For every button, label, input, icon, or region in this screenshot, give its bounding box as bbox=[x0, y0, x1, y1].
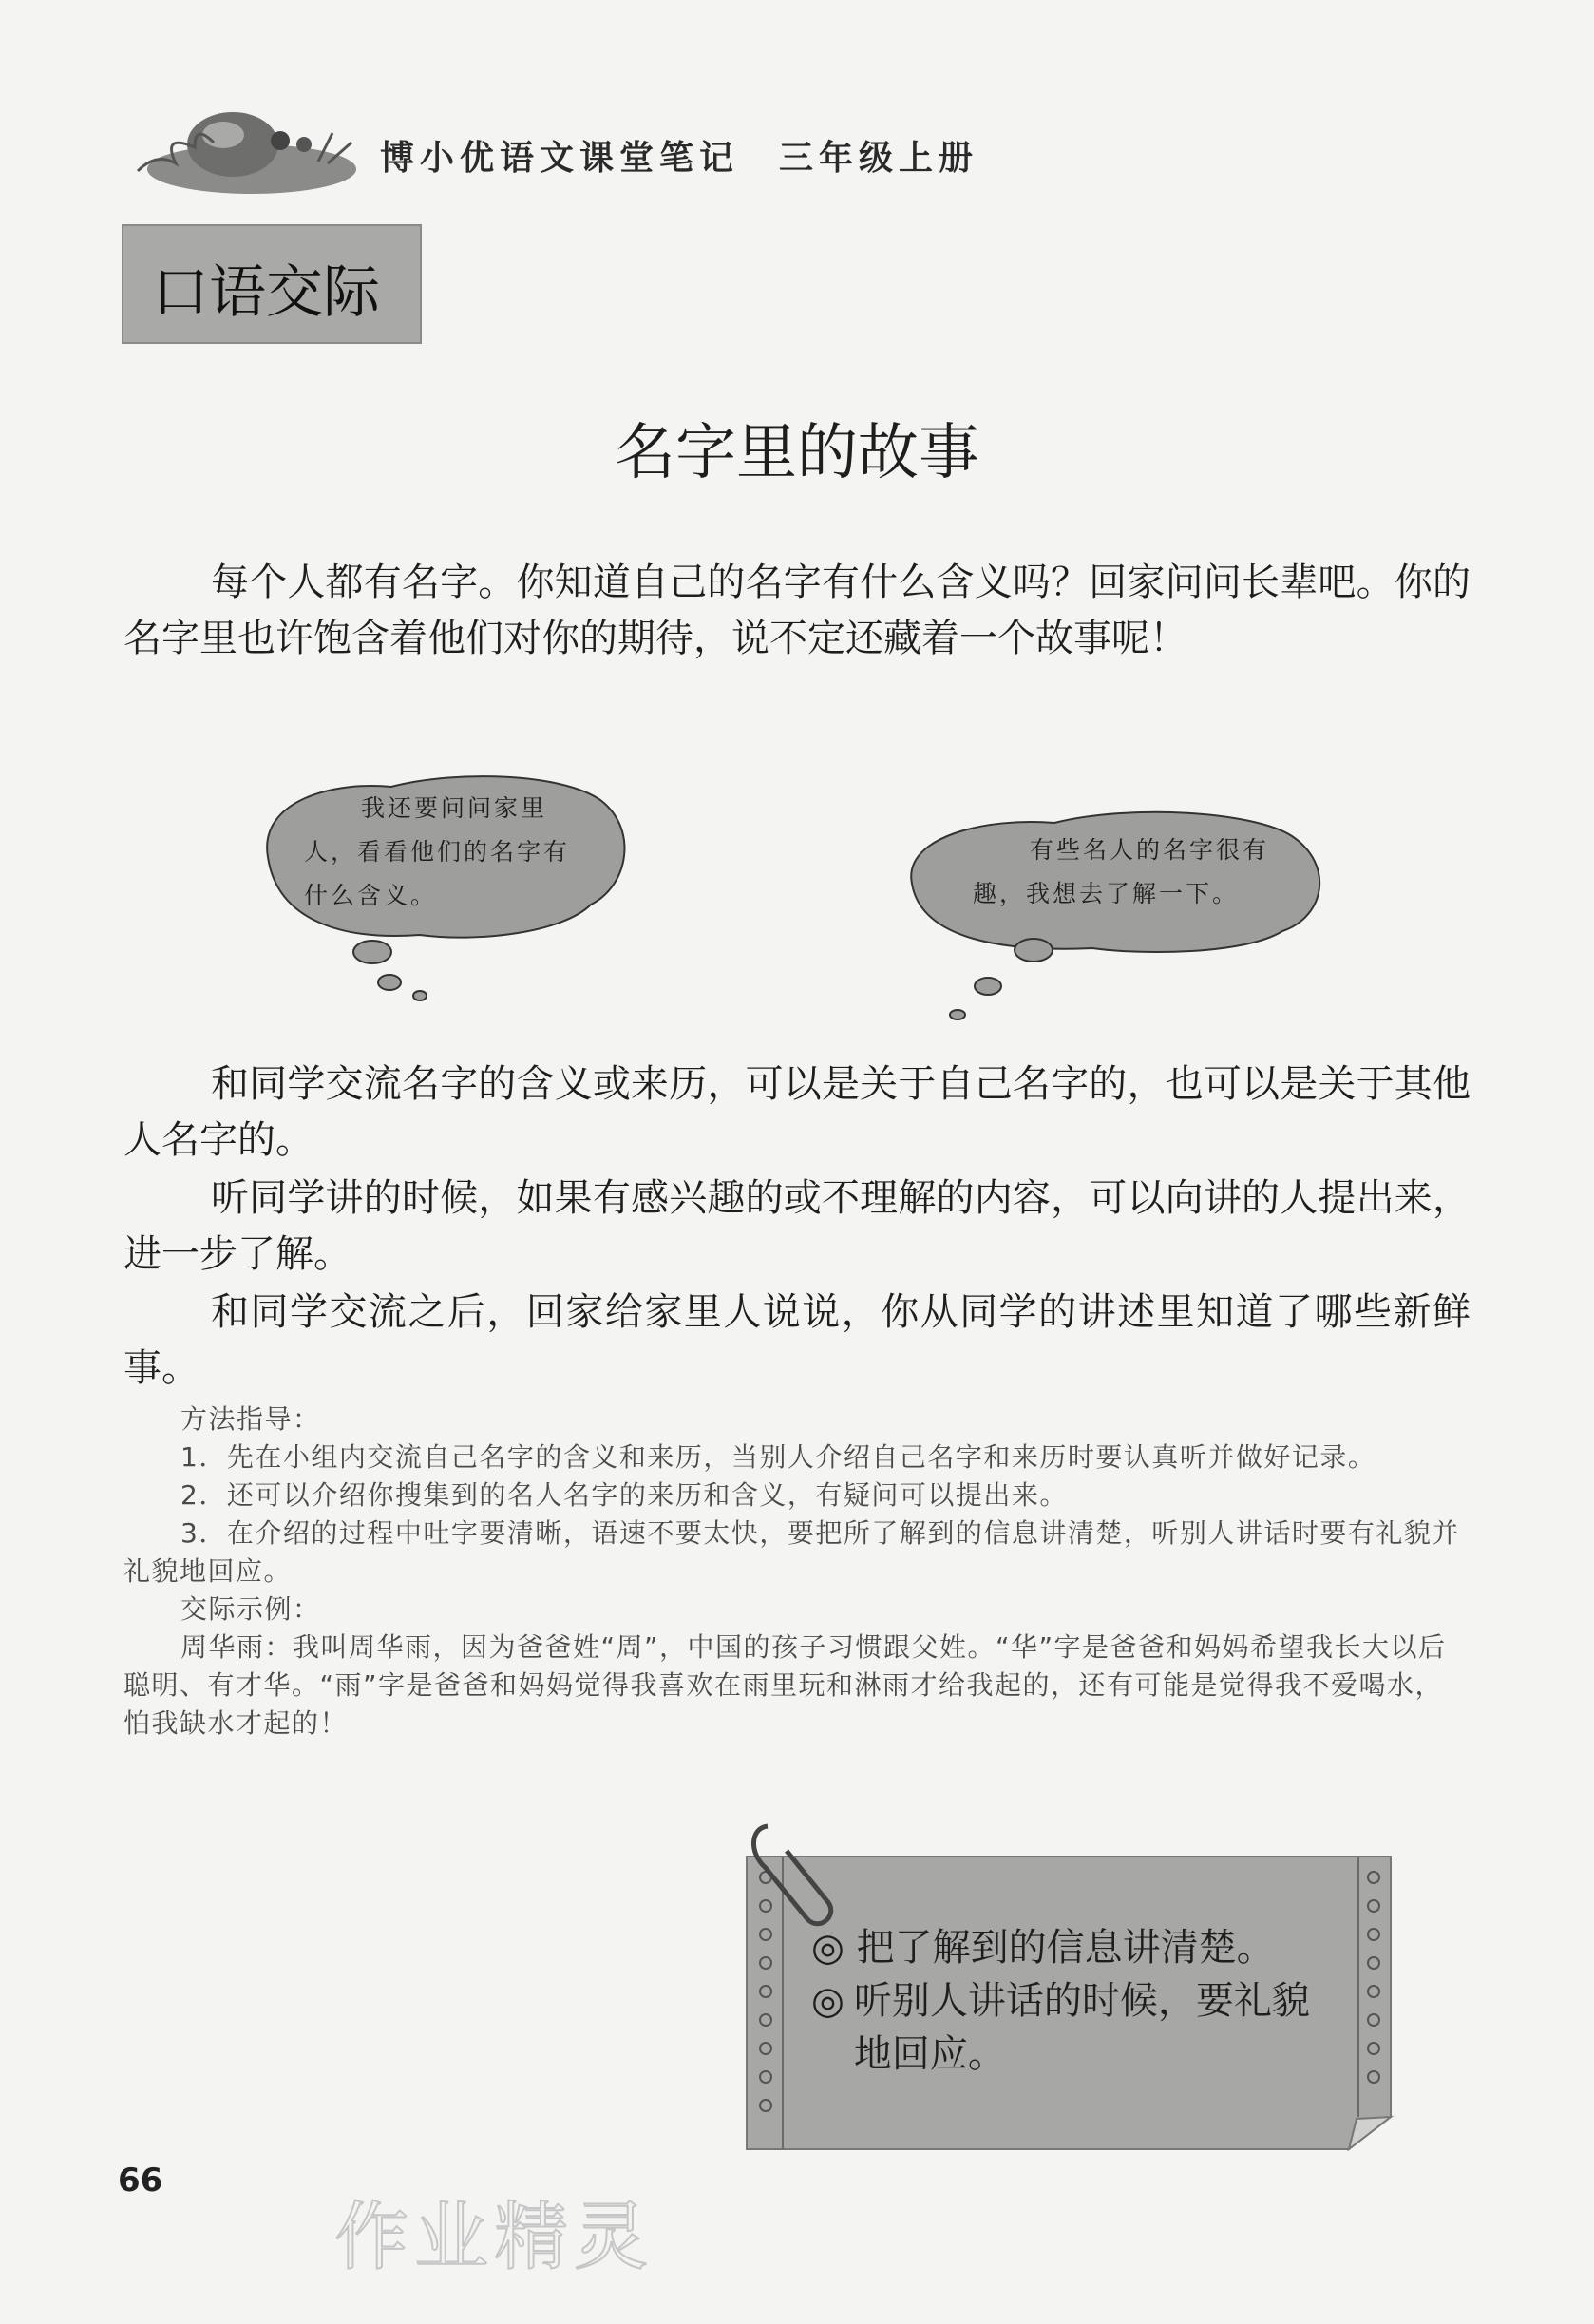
note-marker: ◎ bbox=[811, 1979, 844, 2023]
section-label: 口语交际 bbox=[152, 259, 380, 326]
example-text: 周华雨：我叫周华雨，因为爸爸姓“周”，中国的孩子习惯跟父姓。“华”字是爸爸和妈妈希望我长大以后聪明、有才华。“雨”字是爸爸和妈妈觉得我喜欢在雨里玩和淋雨才给我起的，还有可能是觉得我不爱喝水，怕我缺水才起的！ bbox=[123, 1631, 1447, 1739]
note-marker: ◎ bbox=[811, 1926, 844, 1970]
book-title: 博小优语文课堂笔记 三年级上册 bbox=[380, 139, 979, 178]
note-line-1: ◎ 把了解到的信息讲清楚。 bbox=[811, 1926, 1275, 1970]
method-guide bbox=[123, 1400, 1471, 1743]
lesson-title: 名字里的故事 bbox=[615, 418, 979, 488]
header-illustration bbox=[119, 95, 366, 200]
guide-item-1: 1．先在小组内交流自己名字的含义和来历，当别人介绍自己名字和来历时要认真听并做好记录。 bbox=[180, 1441, 1376, 1473]
bubble-text-left: 我还要问问家里人，看看他们的名字有什么含义。 bbox=[304, 794, 571, 909]
page-number: 66 bbox=[118, 2162, 163, 2200]
paragraph-2: 听同学讲的时候，如果有感兴趣的或不理解的内容，可以向讲的人提出来，进一步了解。 bbox=[123, 1176, 1471, 1276]
guide-item-2: 2．还可以介绍你搜集到的名人名字的来历和含义，有疑问可以提出来。 bbox=[180, 1479, 1068, 1511]
note-content bbox=[811, 1921, 1343, 2081]
intro-paragraph: 每个人都有名字。你知道自己的名字有什么含义吗？回家问问长辈吧。你的名字里也许饱含着他们对你的期待，说不定还藏着一个故事呢！ bbox=[123, 561, 1471, 660]
example-heading: 交际示例： bbox=[180, 1593, 321, 1625]
note-line-2: ◎ 听别人讲话的时候，要礼貌地回应。 bbox=[811, 1974, 1343, 2081]
watermark: 作业精灵 bbox=[334, 2195, 655, 2280]
guide-item-3: 3．在介绍的过程中吐字要清晰，语速不要太快，要把所了解到的信息讲清楚，听别人讲话时要有礼貌并礼貌地回应。 bbox=[123, 1517, 1460, 1587]
paragraph-3: 和同学交流之后，回家给家里人说说，你从同学的讲述里知道了哪些新鲜事。 bbox=[123, 1290, 1471, 1390]
paragraph-1: 和同学交流名字的含义或来历，可以是关于自己名字的，也可以是关于其他人名字的。 bbox=[123, 1062, 1471, 1162]
guide-heading: 方法指导： bbox=[180, 1403, 321, 1435]
section-banner bbox=[122, 224, 422, 344]
bubble-text-right: 有些名人的名字很有趣，我想去了解一下。 bbox=[973, 836, 1270, 907]
